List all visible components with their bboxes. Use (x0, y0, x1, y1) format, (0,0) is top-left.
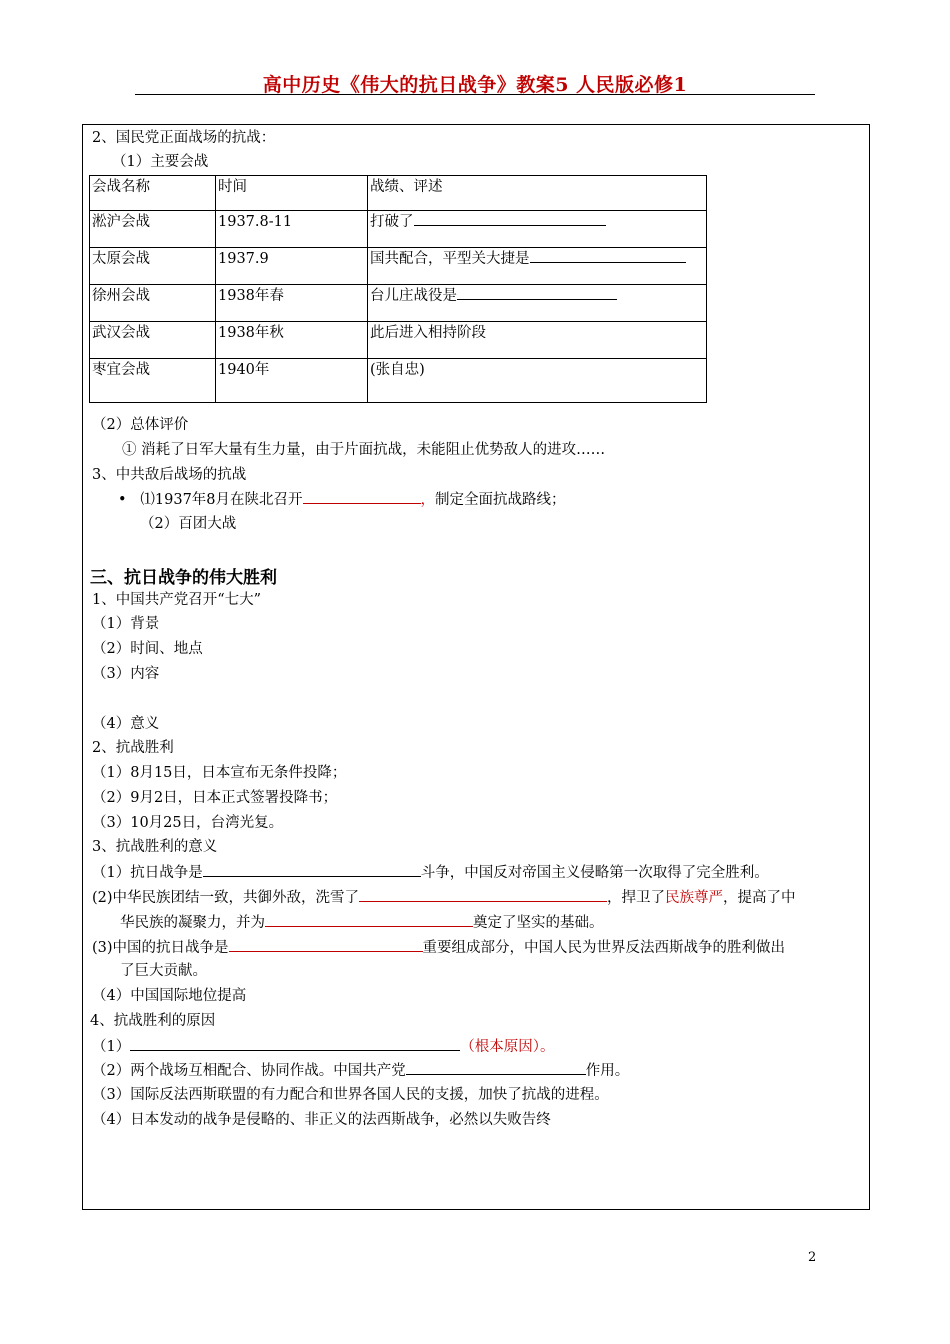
table-header-row (90, 176, 707, 211)
s3-1-pre: （1）抗日战争是 (92, 865, 203, 881)
section3-title: 三、抗日战争的伟大胜利 (90, 568, 277, 588)
table-header-cell: 会战名称 (90, 176, 216, 211)
battle-name: 淞沪会战 (90, 211, 216, 248)
fill-blank[interactable] (359, 887, 607, 902)
table-row (90, 285, 707, 322)
table-row (90, 248, 707, 285)
document-title: 高中历史《伟大的抗日战争》教案5 人民版必修1 (262, 74, 688, 96)
battle-name: 枣宜会战 (90, 359, 216, 403)
part2-heading: 2、国民党正面战场的抗战： (92, 130, 276, 146)
section3-s4-3: （3）国际反法西斯联盟的有力配合和世界各国人民的支援，加快了抗战的进程。 (92, 1087, 609, 1103)
part2-eval: ① 消耗了日军大量有生力量，由于片面抗战，未能阻止优势敌人的进攻…… (122, 442, 606, 458)
section3-s2-c: （3）10月25日，台湾光复。 (92, 815, 284, 831)
table-header-cell: 战绩、评述 (368, 176, 707, 211)
battle-note: 此后进入相持阶段 (368, 322, 707, 359)
fill-blank[interactable] (406, 1060, 586, 1075)
s3-2-red: 民族尊严 (665, 890, 724, 906)
battle-time: 1938年春 (216, 285, 368, 322)
s4-2-post: 作用。 (585, 1063, 630, 1079)
section3-s1-c: （3）内容 (92, 666, 160, 682)
section3-s1-a: （1）背景 (92, 616, 160, 632)
s3-2-pre: (2)中华民族团结一致，共御外敌，洗雪了 (92, 890, 360, 906)
battle-note: (张自忠) (368, 359, 707, 403)
bullet-icon: • (118, 492, 127, 508)
section3-s4: 4、抗战胜利的原因 (90, 1013, 216, 1029)
s3-3-post: 重要组成部分，中国人民为世界反法西斯战争的胜利做出 (422, 940, 786, 956)
part2-sub1: （1）主要会战 (112, 154, 209, 170)
part2-sub2: （2）总体评价 (92, 417, 189, 433)
section3-s4-2 (92, 1060, 629, 1081)
s3-2-l2-pre: 华民族的凝聚力，并为 (120, 915, 265, 931)
section3-s1-d: （4）意义 (92, 716, 160, 732)
battle-name: 徐州会战 (90, 285, 216, 322)
page-number: 2 (808, 1250, 817, 1265)
s3-2-post: ，提高了中 (723, 890, 796, 906)
battle-note (368, 248, 707, 285)
battle-time: 1940年 (216, 359, 368, 403)
battle-time: 1937.8-11 (216, 211, 368, 248)
section3-s3-2 (92, 887, 796, 908)
section3-s3-3-line2: 了巨大贡献。 (120, 963, 207, 979)
fill-blank[interactable] (303, 489, 421, 504)
section3-s2-a: （1）8月15日，日本宣布无条件投降； (92, 765, 347, 781)
battle-table (89, 175, 707, 403)
table-row (90, 211, 707, 248)
section3-s3-4: （4）中国国际地位提高 (92, 988, 247, 1004)
s4-1-pre: （1） (92, 1039, 131, 1055)
table-row (90, 322, 707, 359)
fill-blank[interactable] (203, 862, 421, 877)
part3-item1-pre: ⑴1937年8月在陕北召开 (140, 492, 303, 508)
section3-s2-b: （2）9月2日，日本正式签署投降书； (92, 790, 338, 806)
fill-blank[interactable] (457, 285, 617, 300)
document-header (135, 70, 815, 95)
battle-note (368, 211, 707, 248)
battle-name: 太原会战 (90, 248, 216, 285)
section3-s2: 2、抗战胜利 (92, 740, 174, 756)
battle-name: 武汉会战 (90, 322, 216, 359)
battle-time: 1938年秋 (216, 322, 368, 359)
battle-note (368, 285, 707, 322)
s4-1-red: （根本原因）。 (460, 1039, 555, 1055)
table-header-cell: 时间 (216, 176, 368, 211)
battle-note-text: 国共配合，平型关大捷是 (370, 251, 530, 267)
part3-item1 (118, 489, 566, 510)
battle-time: 1937.9 (216, 248, 368, 285)
section3-s3-3 (92, 937, 785, 958)
section3-s3: 3、抗战胜利的意义 (92, 839, 218, 855)
battle-note-text: 台儿庄战役是 (370, 288, 457, 304)
part3-item1-tail: 制定全面抗战路线； (435, 492, 566, 508)
section3-s1-b: （2）时间、地点 (92, 641, 203, 657)
fill-blank[interactable] (414, 211, 606, 226)
s3-2-mid: ，捍卫了 (607, 890, 666, 906)
fill-blank[interactable] (130, 1036, 460, 1051)
part3-item2: （2）百团大战 (140, 516, 237, 532)
table-row (90, 359, 707, 403)
part3-heading: 3、中共敌后战场的抗战 (92, 467, 247, 483)
battle-note-text: 打破了 (370, 214, 414, 230)
part3-item1-comma: ， (420, 492, 436, 508)
fill-blank[interactable] (530, 248, 686, 263)
s3-1-post: 斗争，中国反对帝国主义侵略第一次取得了完全胜利。 (420, 865, 769, 881)
section3-s1: 1、中国共产党召开“七大” (92, 592, 262, 608)
section3-s4-4: （4）日本发动的战争是侵略的、非正义的法西斯战争，必然以失败告终 (92, 1112, 551, 1128)
section3-s4-1 (92, 1036, 554, 1057)
s3-2-l2-post: 奠定了坚实的基础。 (473, 915, 604, 931)
fill-blank[interactable] (265, 912, 473, 927)
fill-blank[interactable] (229, 937, 423, 952)
s4-2-pre: （2）两个战场互相配合、协同作战。中国共产党 (92, 1063, 406, 1079)
s3-3-pre: (3)中国的抗日战争是 (92, 940, 229, 956)
section3-s3-1 (92, 862, 769, 883)
section3-s3-2-line2 (120, 912, 604, 933)
